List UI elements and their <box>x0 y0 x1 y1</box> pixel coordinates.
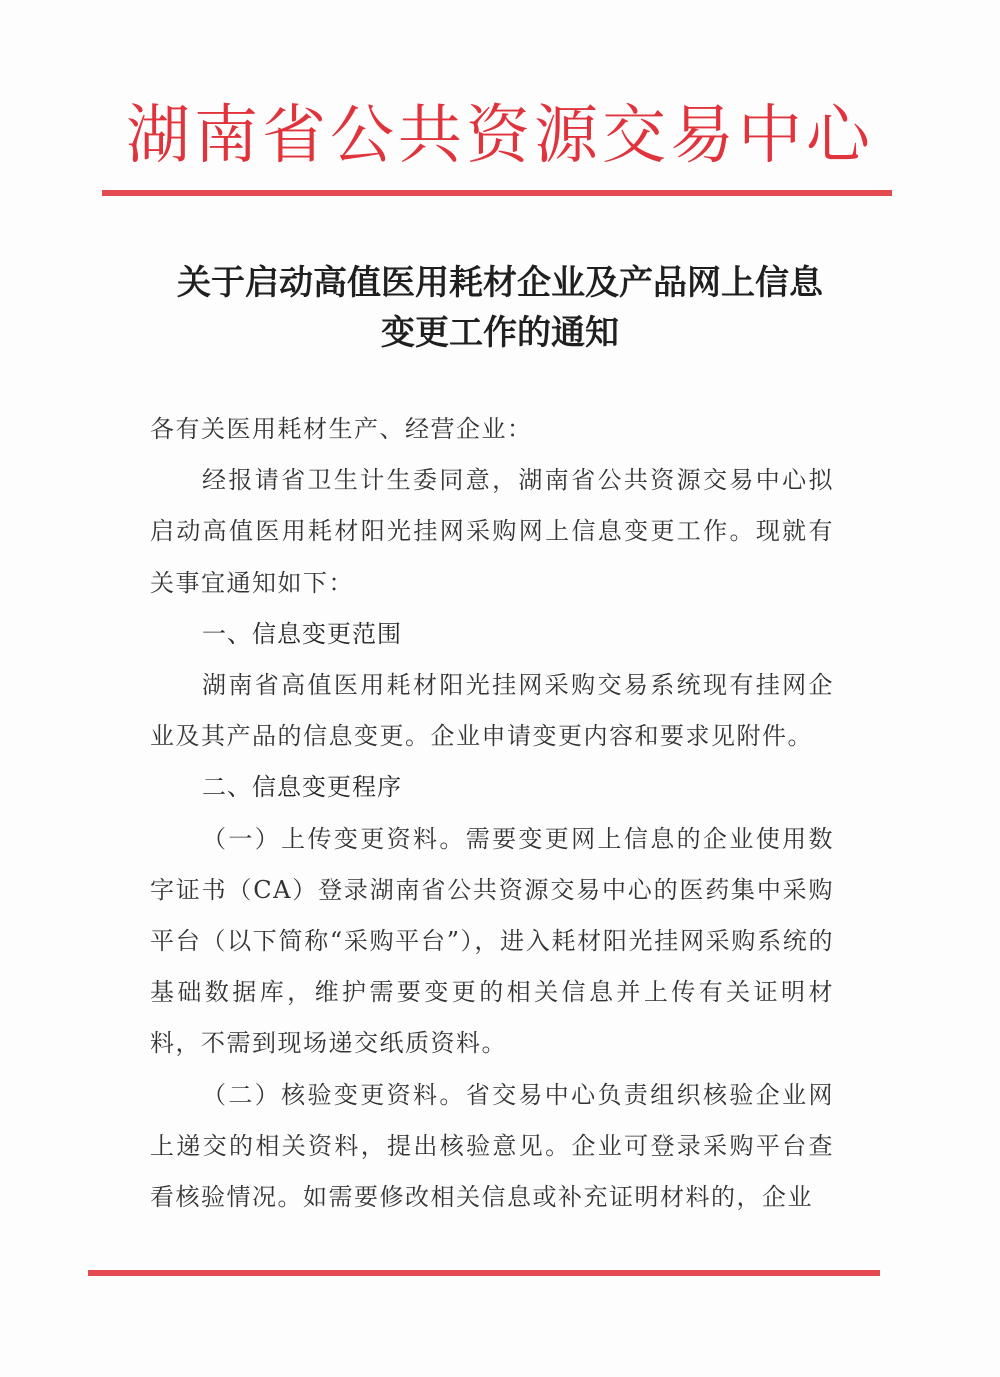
section-1-heading: 一、信息变更范围 <box>202 619 402 648</box>
footer-divider <box>88 1270 880 1276</box>
document-title <box>0 258 1000 358</box>
section-2-item-2: （二）核验变更资料。省交易中心负责组织核验企业网上递交的相关资料，提出核验意见。企业可登录采购平台查看核验情况。如需要修改相关信息或补充证明材料的，企业 <box>150 1080 834 1212</box>
section-1-paragraph: 湖南省高值医用耗材阳光挂网采购交易系统现有挂网企业及其产品的信息变更。企业申请变更内容和要求见附件。 <box>150 671 834 751</box>
document-title-line-1: 关于启动高值医用耗材企业及产品网上信息 <box>177 263 823 303</box>
letterhead-title: 湖南省公共资源交易中心 <box>126 99 874 173</box>
document-body <box>150 404 834 1223</box>
letterhead-divider <box>102 190 892 196</box>
document-title-line-2: 变更工作的通知 <box>381 313 619 353</box>
intro-paragraph: 经报请省卫生计生委同意，湖南省公共资源交易中心拟启动高值医用耗材阳光挂网采购网上信息变更工作。现就有关事宜通知如下： <box>150 466 834 597</box>
section-2-item-1: （一）上传变更资料。需要变更网上信息的企业使用数字证书（CA）登录湖南省公共资源交易中心的医药集中采购平台（以下简称“采购平台”），进入耗材阳光挂网采购系统的基础数据库，维护需要变更的相关信息并上传有关证明材料，不需到现场递交纸质资料。 <box>150 824 834 1058</box>
section-2-heading: 二、信息变更程序 <box>202 773 402 802</box>
salutation: 各有关医用耗材生产、经营企业： <box>150 415 533 443</box>
